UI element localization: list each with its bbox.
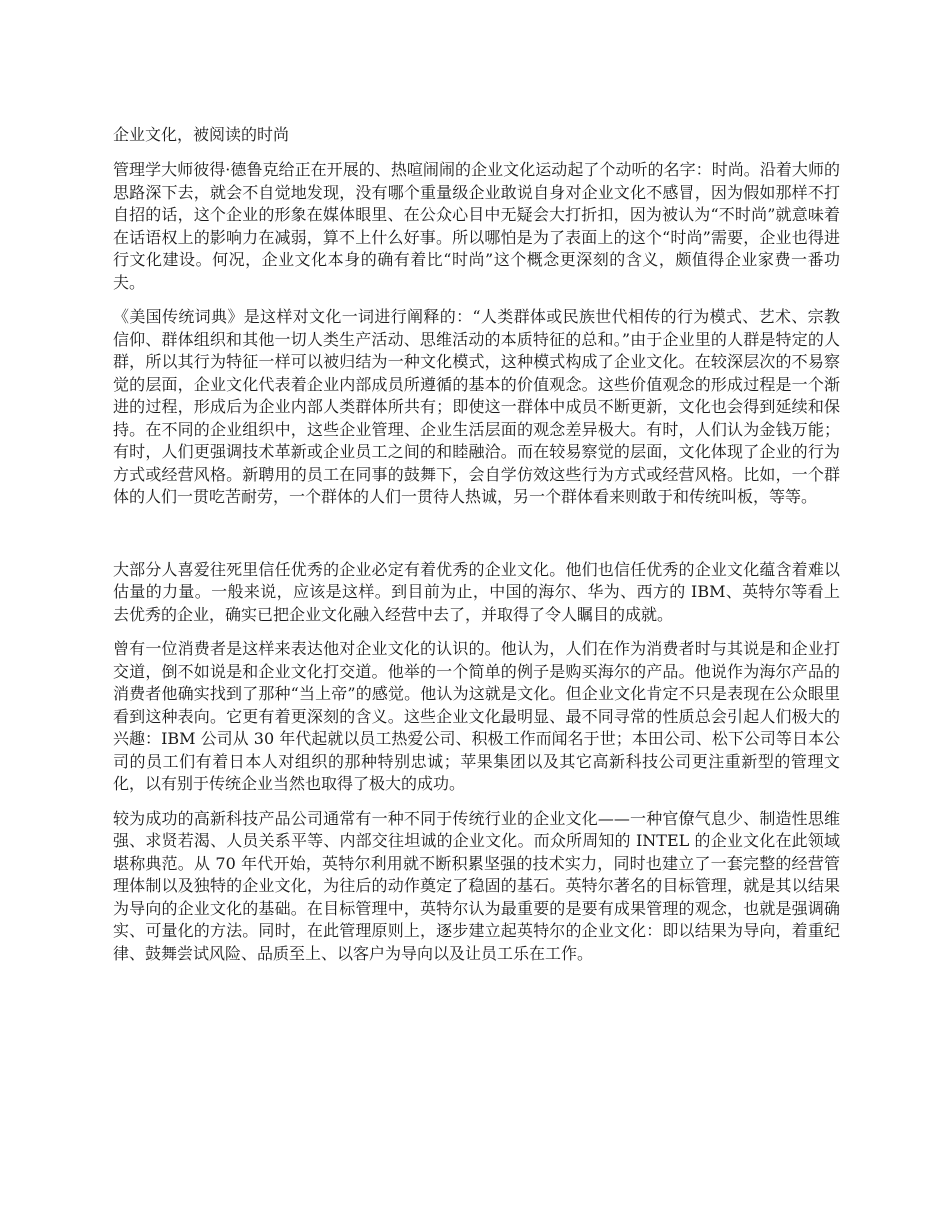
document-body <box>113 123 840 977</box>
section-spacer <box>113 521 840 559</box>
paragraph-definition: 《美国传统词典》是这样对文化一词进行阐释的：“人类群体或民族世代相传的行为模式、艺术、宗教信仰、群体组织和其他一切人类生产活动、思维活动的本质特征的总和。”由于企业里的人群是特定的人群，所以其行为特征一样可以被归结为一种文化模式，这种模式构成了企业文化。在较深层次的不易察觉的层面，企业文化代表着企业内部成员所遵循的基本的价值观念。这些价值观念的形成过程是一个渐进的过程，形成后为企业内部人类群体所共有；即使这一群体中成员不断更新，文化也会得到延续和保持。在不同的企业组织中，这些企业管理、企业生活层面的观念差异极大。有时，人们认为金钱万能；有时，人们更强调技术革新或企业员工之间的和睦融洽。而在较易察觉的层面，文化体现了企业的行为方式或经营风格。新聘用的员工在同事的鼓舞下，会自学仿效这些行为方式或经营风格。比如，一个群体的人们一贯吃苦耐劳，一个群体的人们一贯待人热诚，另一个群体看来则敢于和传统叫板，等等。 <box>113 307 840 506</box>
document-title: 企业文化，被阅读的时尚 <box>113 125 290 144</box>
paragraph-intro: 管理学大师彼得·德鲁克给正在开展的、热喧闹闹的企业文化运动起了个动听的名字：时尚。沿着大师的思路深下去，就会不自觉地发现，没有哪个重量级企业敢说自身对企业文化不感冒，因为假如那样不打自招的话，这个企业的形象在媒体眼里、在公众心目中无疑会大打折扣，因为被认为“不时尚”就意味着在话语权上的影响力在减弱，算不上什么好事。所以哪怕是为了表面上的这个“时尚”需要，企业也得进行文化建设。何况，企业文化本身的确有着比“时尚”这个概念更深刻的含义，颇值得企业家费一番功夫。 <box>113 160 840 292</box>
paragraph-consumer: 曾有一位消费者是这样来表达他对企业文化的认识的。他认为，人们在作为消费者时与其说是和企业打交道，倒不如说是和企业文化打交道。他举的一个简单的例子是购买海尔的产品。他说作为海尔产品的消费者他确实找到了那种“当上帝”的感觉。他认为这就是文化。但企业文化肯定不只是表现在公众眼里看到这种表向。它更有着更深刻的含义。这些企业文化最明显、最不同寻常的性质总会引起人们极大的兴趣：IBM 公司从 30 年代起就以员工热爱公司、积极工作而闻名于世；本田公司、松下公司等日本公司的员工们有着日本人对组织的那种特别忠诚；苹果集团以及其它高新科技公司更注重新型的管理文化，以有别于传统企业当然也取得了极大的成功。 <box>113 639 840 793</box>
paragraph-hightech: 较为成功的高新科技产品公司通常有一种不同于传统行业的企业文化——一种官僚气息少、制造性思维强、求贤若渴、人员关系平等、内部交往坦诚的企业文化。而众所周知的 INTEL 的企业文化在此领域堪称典范。从 70 年代开始，英特尔利用就不断积累坚强的技术实力，同时也建立了一套完整的经营管理体制以及独特的企业文化，为往后的动作奠定了稳固的基石。英特尔著名的目标管理，就是其以结果为导向的企业文化的基础。在目标管理中，英特尔认为最重要的是要有成果管理的观念，也就是强调确实、可量化的方法。同时，在此管理原则上，逐步建立起英特尔的企业文化：即以结果为导向，着重纪律、鼓舞尝试风险、品质至上、以客户为导向以及让员工乐在工作。 <box>113 808 840 963</box>
paragraph-trust: 大部分人喜爱往死里信任优秀的企业必定有着优秀的企业文化。他们也信任优秀的企业文化蕴含着难以估量的力量。一般来说，应该是这样。到目前为止，中国的海尔、华为、西方的 IBM、英特尔等看上去优秀的企业，确实已把企业文化融入经营中去了，并取得了令人瞩目的成就。 <box>113 559 840 624</box>
